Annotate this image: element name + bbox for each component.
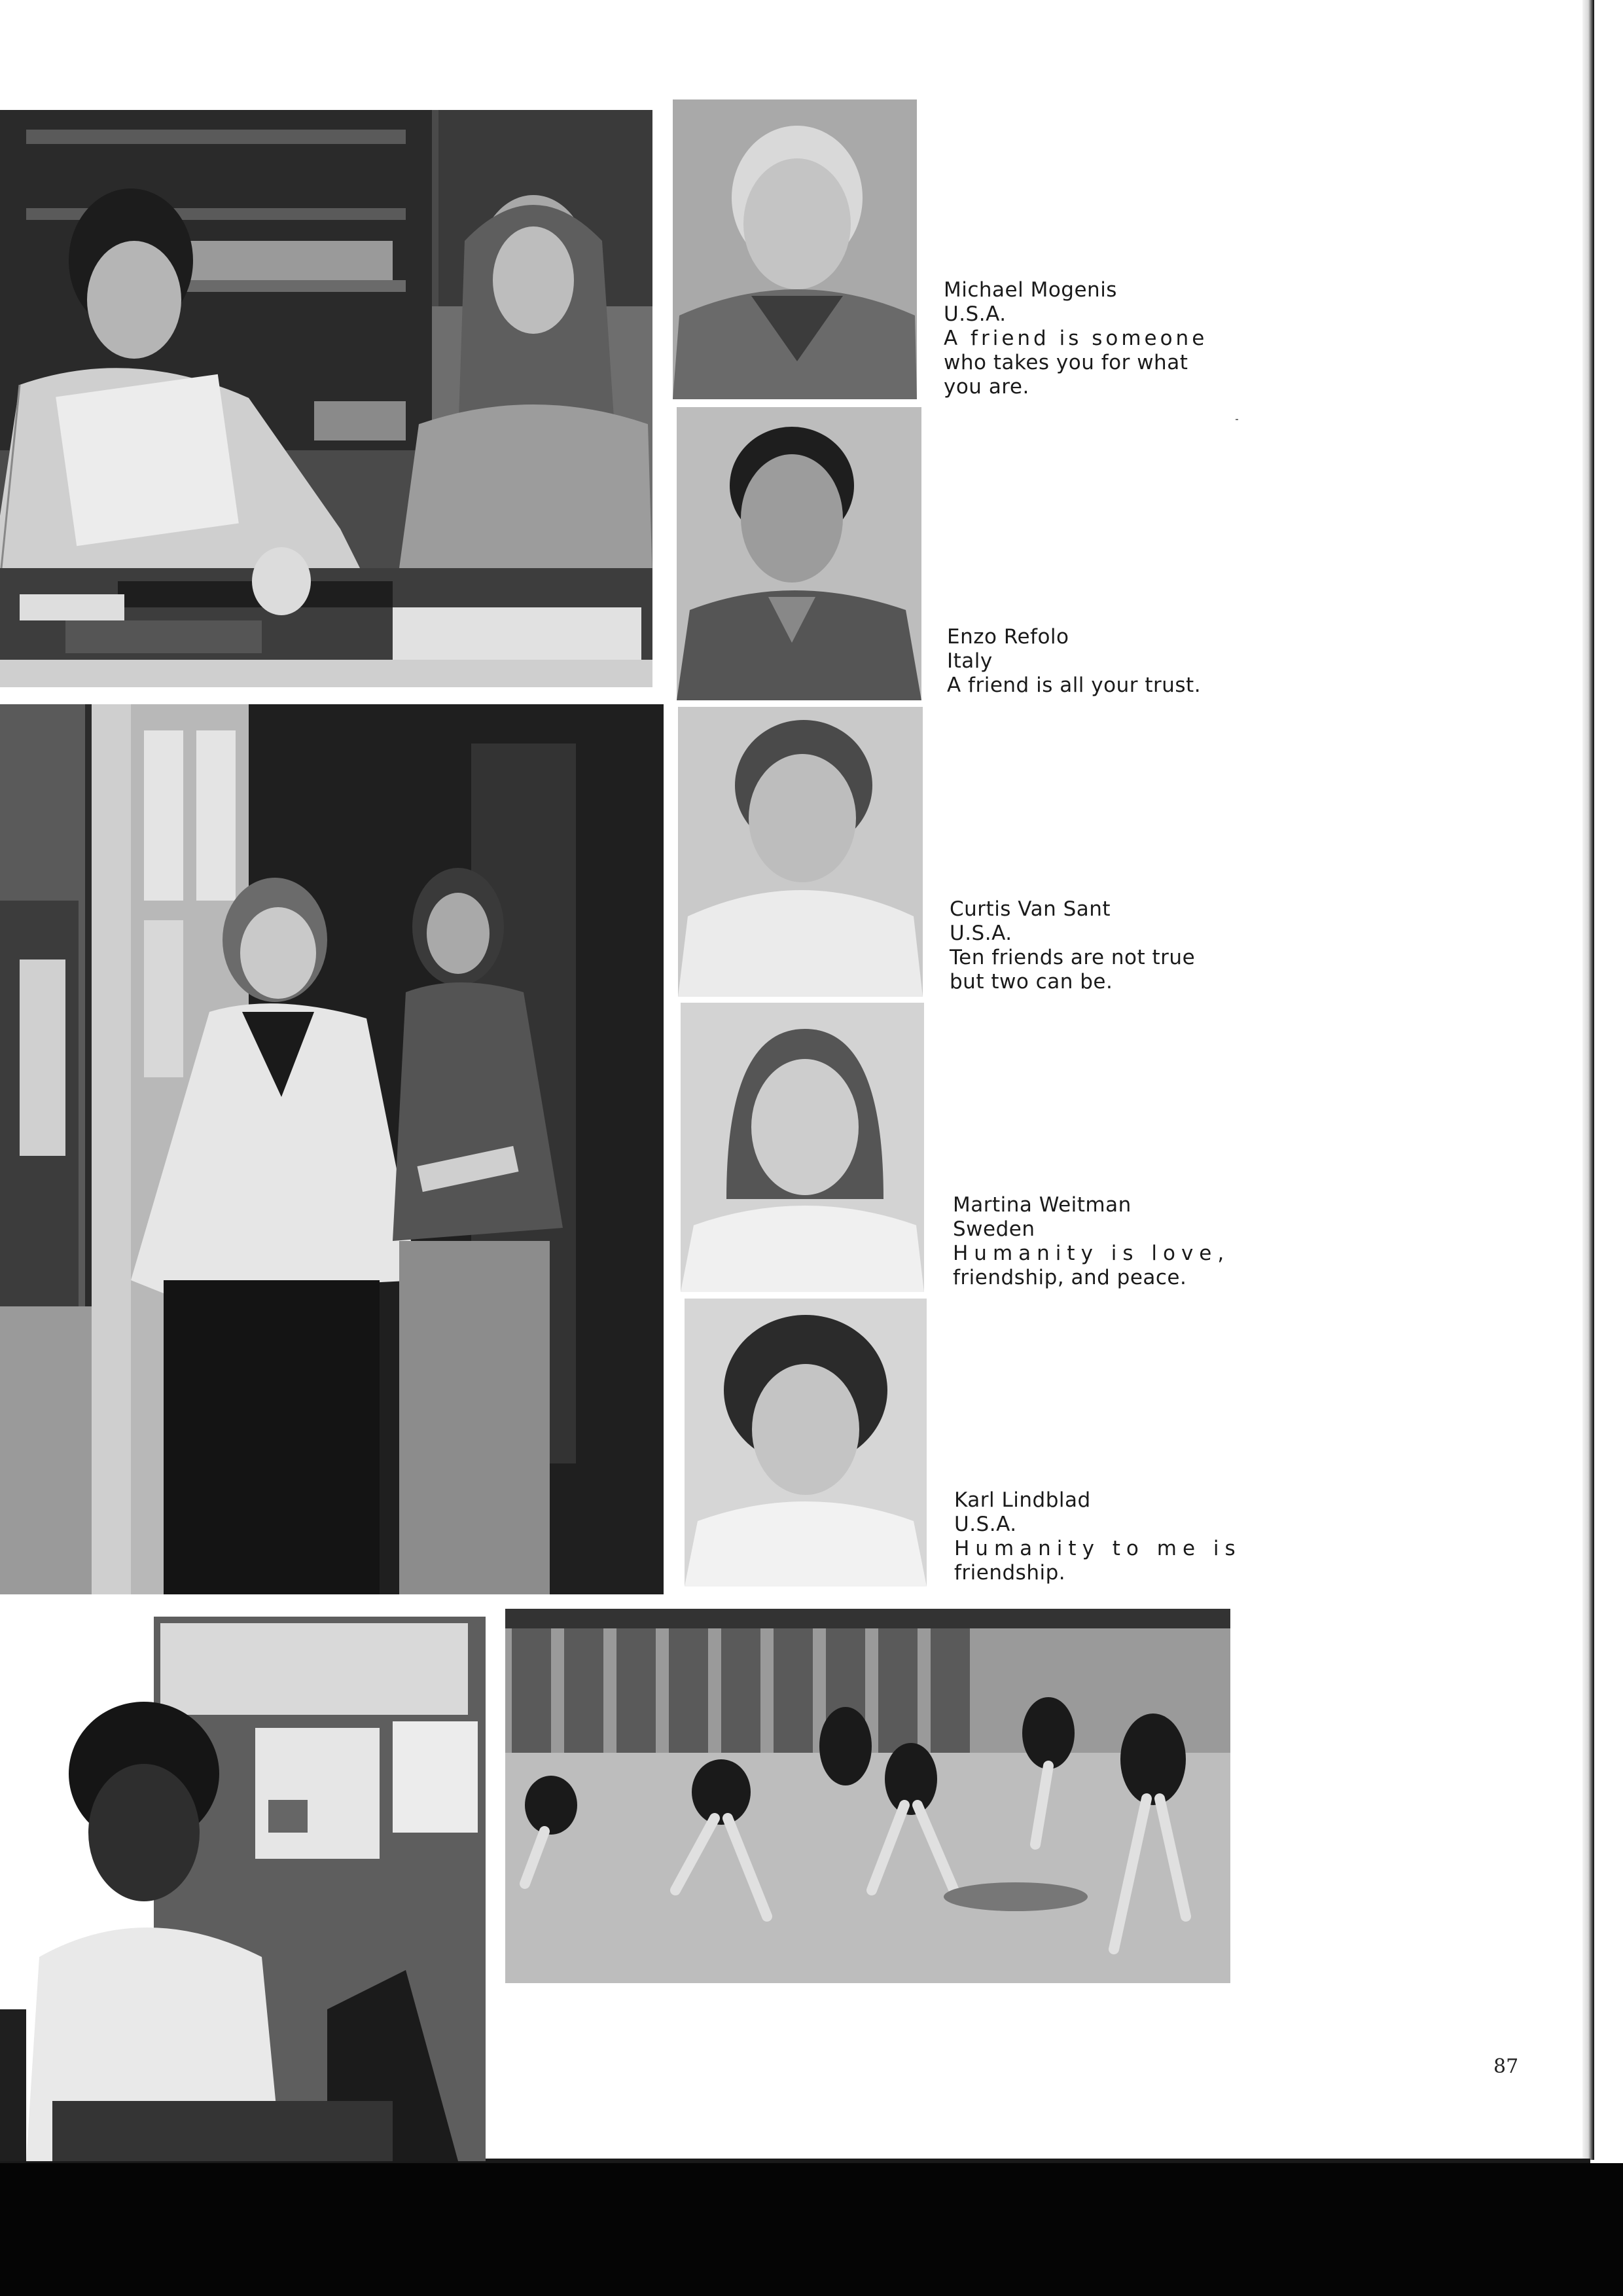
photo-hallway-doorway	[0, 704, 664, 1594]
portrait-martina-weitman	[681, 1003, 924, 1292]
student-country: Sweden	[953, 1217, 1035, 1241]
student-quote-line: Ten friends are not true	[950, 946, 1196, 969]
student-name: Curtis Van Sant	[950, 897, 1111, 921]
student-quote-line: who takes you for what	[944, 351, 1188, 374]
student-country: Italy	[947, 649, 993, 673]
portrait-curtis-van-sant	[678, 707, 923, 997]
caption-curtis-van-sant	[950, 897, 1208, 994]
student-quote-line: friendship, and peace.	[953, 1266, 1187, 1289]
student-quote-line: friendship.	[954, 1561, 1066, 1585]
caption-michael-mogenis	[944, 278, 1208, 399]
student-name: Martina Weitman	[953, 1193, 1132, 1217]
student-quote-line: A friend is someone	[944, 327, 1208, 350]
photo-classroom-desk	[0, 110, 652, 687]
portrait-karl-lindblad	[685, 1299, 927, 1587]
photo-student-portrait	[0, 1617, 486, 2161]
portrait-enzo-refolo	[677, 407, 921, 700]
student-name: Enzo Refolo	[947, 625, 1069, 649]
photo-dance-class	[505, 1609, 1230, 1983]
caption-martina-weitman	[953, 1193, 1230, 1290]
student-country: U.S.A.	[950, 922, 1012, 945]
caption-enzo-refolo	[947, 625, 1205, 698]
student-quote-line: you are.	[944, 375, 1029, 399]
student-country: U.S.A.	[954, 1513, 1017, 1536]
portrait-michael-mogenis	[673, 99, 917, 399]
student-name: Michael Mogenis	[944, 278, 1117, 302]
student-quote-line: A friend is all your trust.	[947, 673, 1202, 697]
student-name: Karl Lindblad	[954, 1488, 1091, 1512]
stray-mark	[1236, 419, 1238, 420]
scan-border	[0, 2163, 1623, 2296]
student-quote-line: Humanity to me is	[954, 1537, 1241, 1560]
student-quote-line: but two can be.	[950, 970, 1113, 994]
caption-karl-lindblad	[954, 1488, 1241, 1585]
page-binding-edge	[1582, 0, 1594, 2160]
student-quote-line: Humanity is love,	[953, 1242, 1230, 1265]
student-country: U.S.A.	[944, 302, 1007, 326]
page-number: 87	[1493, 2055, 1519, 2078]
